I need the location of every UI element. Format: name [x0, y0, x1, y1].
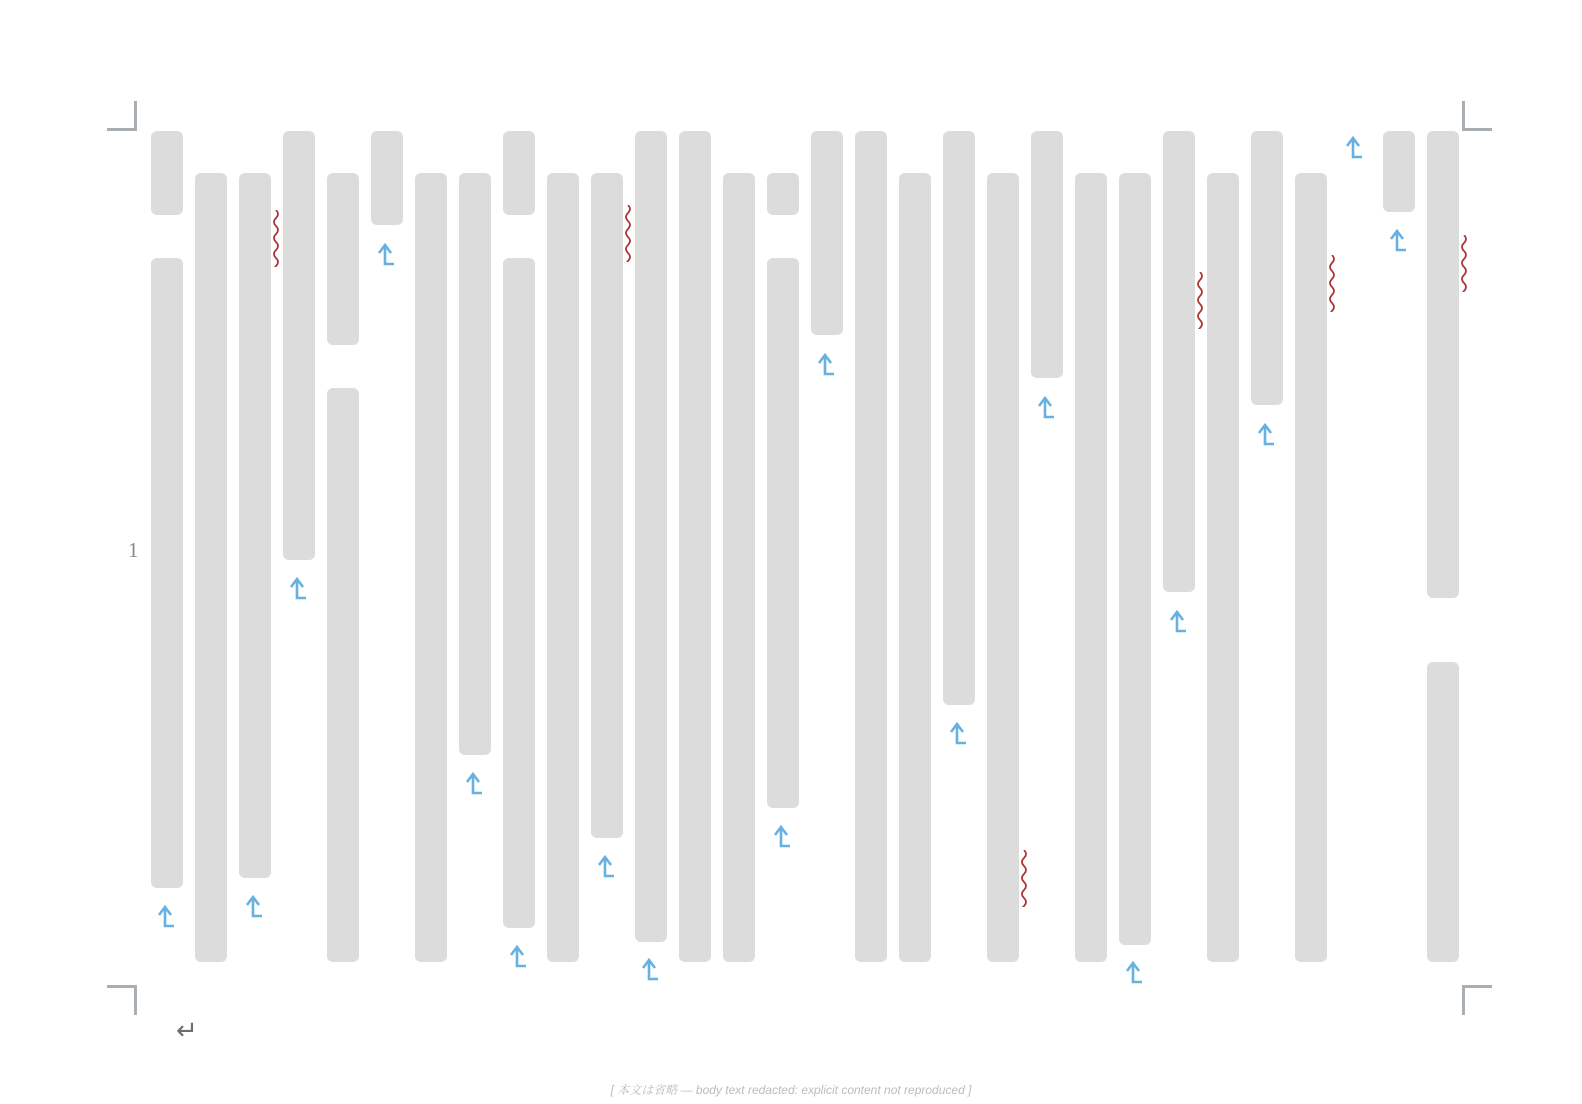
redacted-text-column [767, 173, 799, 215]
text-boundary-mark-bottom-right [1462, 985, 1492, 1015]
redacted-text-column [283, 131, 315, 560]
text-boundary-mark-top-right [1462, 101, 1492, 131]
spellcheck-squiggle-icon [1328, 255, 1338, 312]
redacted-text-column [327, 173, 359, 345]
redacted-text-column [767, 258, 799, 808]
redacted-text-column [327, 388, 359, 962]
redacted-text-column [1427, 131, 1459, 598]
page-number: 1 [128, 538, 139, 562]
redacted-text-column [591, 173, 623, 838]
redacted-text-column [459, 173, 491, 755]
redacted-text-column [899, 173, 931, 962]
paragraph-mark-icon [1167, 607, 1191, 635]
spellcheck-squiggle-icon [1020, 850, 1030, 907]
redacted-text-column [679, 131, 711, 962]
paragraph-mark-icon [1343, 133, 1367, 161]
redacted-text-column [943, 131, 975, 705]
redacted-text-column [503, 131, 535, 215]
redacted-text-column [371, 131, 403, 225]
redacted-text-column [1295, 173, 1327, 962]
paragraph-mark-icon [1255, 420, 1279, 448]
paragraph-mark-icon [1123, 958, 1147, 986]
redacted-text-column [1031, 131, 1063, 378]
paragraph-mark-icon [155, 902, 179, 930]
paragraph-mark-icon [1035, 393, 1059, 421]
redacted-text-column [723, 173, 755, 962]
redacted-text-column [151, 258, 183, 888]
redacted-text-column [195, 173, 227, 962]
redacted-text-column [1383, 131, 1415, 212]
redaction-notice: [ 本文は省略 — body text redacted: explicit content not reproduced ] [610, 1083, 972, 1097]
paragraph-mark-icon [243, 892, 267, 920]
redacted-text-column [1427, 662, 1459, 962]
redacted-text-column [855, 131, 887, 962]
redacted-text-column [1163, 131, 1195, 592]
end-of-document-mark-icon: ↵ [176, 1016, 198, 1046]
redacted-text-column [1207, 173, 1239, 962]
redacted-text-column [987, 173, 1019, 962]
redacted-text-column [1251, 131, 1283, 405]
redacted-text-column [239, 173, 271, 878]
spellcheck-squiggle-icon [624, 205, 634, 262]
redacted-text-column [415, 173, 447, 962]
paragraph-mark-icon [287, 574, 311, 602]
paragraph-mark-icon [771, 822, 795, 850]
spellcheck-squiggle-icon [272, 210, 282, 267]
redacted-text-column [635, 131, 667, 942]
paragraph-mark-icon [815, 350, 839, 378]
redacted-text-column [151, 131, 183, 215]
redacted-text-column [547, 173, 579, 962]
redacted-text-column [503, 258, 535, 928]
paragraph-mark-icon [595, 852, 619, 880]
text-boundary-mark-top-left [107, 101, 137, 131]
paragraph-mark-icon [463, 769, 487, 797]
paragraph-mark-icon [375, 240, 399, 268]
text-boundary-mark-bottom-left [107, 985, 137, 1015]
spellcheck-squiggle-icon [1196, 272, 1206, 329]
redacted-text-column [811, 131, 843, 335]
paragraph-mark-icon [1387, 226, 1411, 254]
paragraph-mark-icon [507, 942, 531, 970]
paragraph-mark-icon [639, 955, 663, 983]
redacted-text-column [1075, 173, 1107, 962]
redacted-text-column [1119, 173, 1151, 945]
spellcheck-squiggle-icon [1460, 235, 1470, 292]
paragraph-mark-icon [947, 719, 971, 747]
